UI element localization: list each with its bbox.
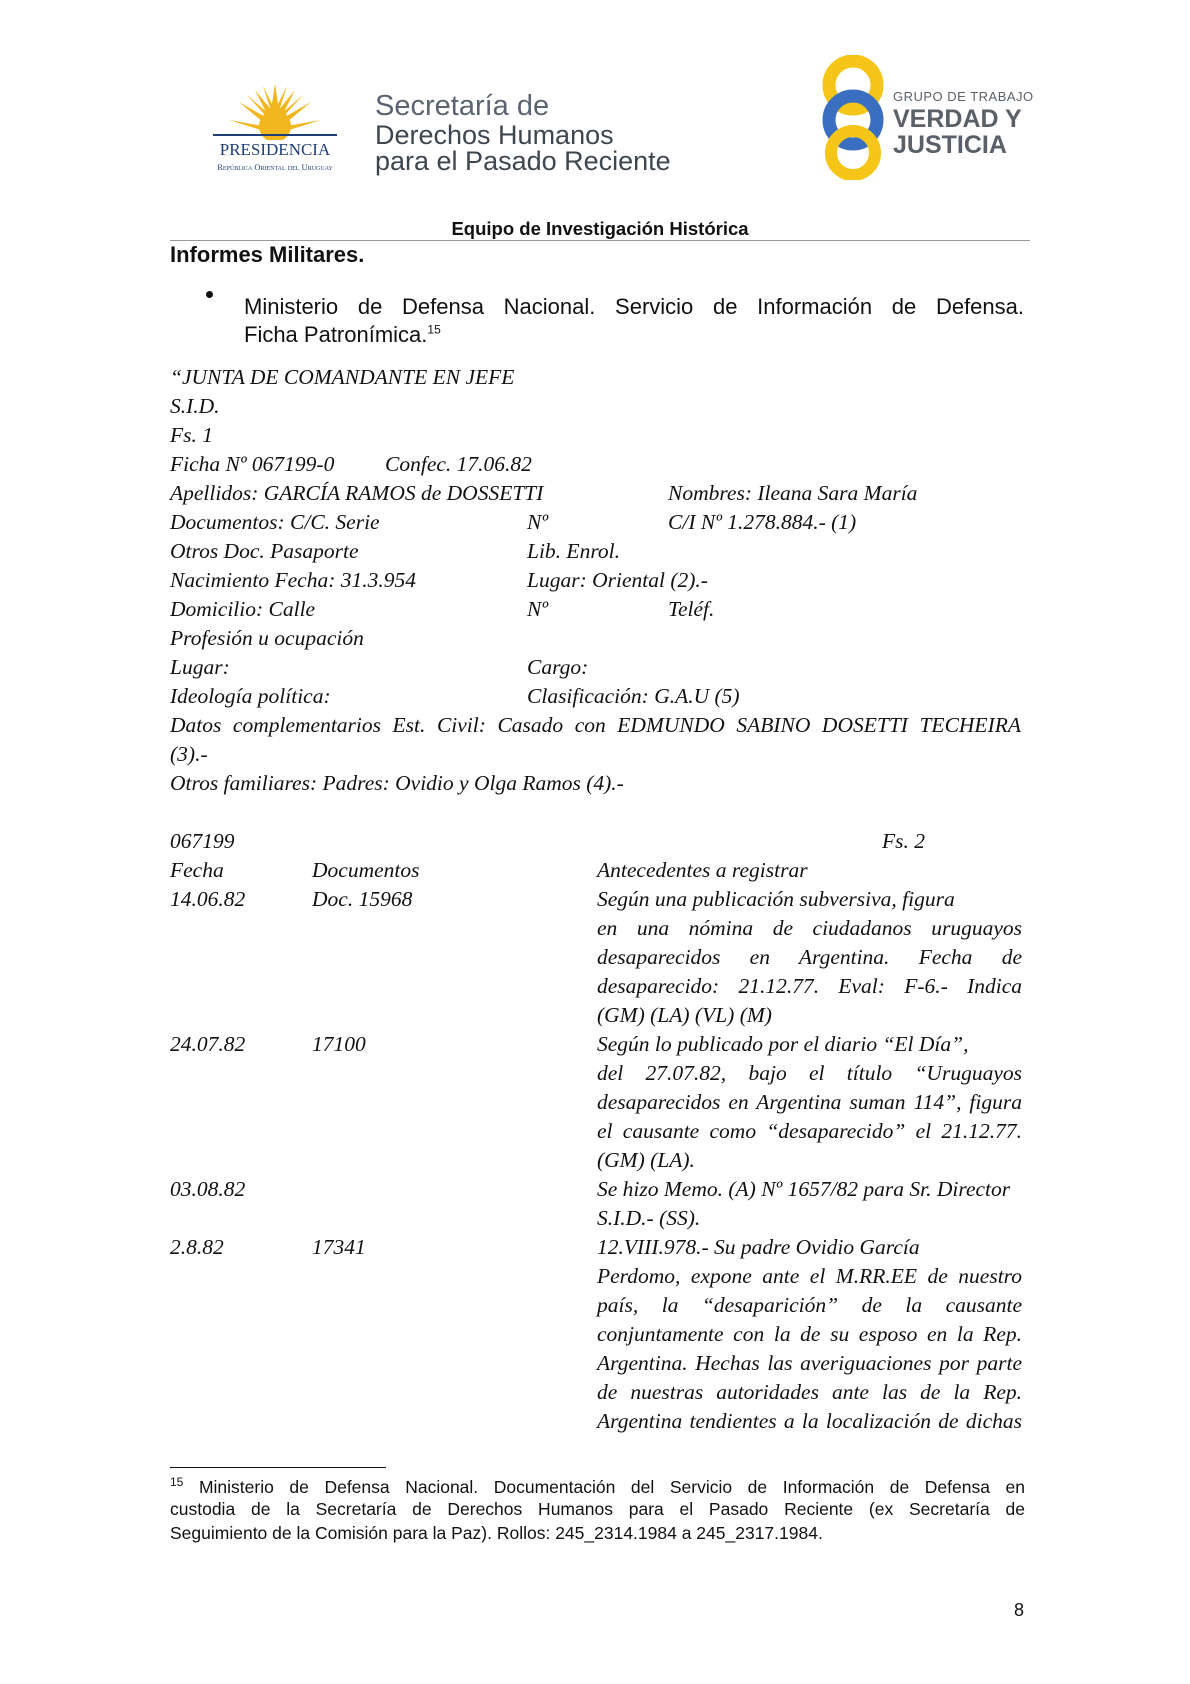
footnote-line-3: Seguimiento de la Comisión para la Paz). Rollos: 245_2314.1984 a 245_2317.1984. <box>170 1523 823 1543</box>
verdad-justicia-logo <box>815 55 1045 180</box>
grupo-line-2: VERDAD Y <box>893 105 1022 133</box>
footnote-number: 15 <box>170 1475 184 1489</box>
column-header-antecedentes: Antecedentes a registrar <box>597 858 808 882</box>
ficha-lib-enrol: Lib. Enrol. <box>527 539 620 563</box>
ficha-confec: Confec. 17.06.82 <box>385 452 532 476</box>
ficha-number: Ficha Nº 067199-0 <box>170 452 335 476</box>
entry-2-doc: 17100 <box>312 1032 366 1056</box>
section-heading: Informes Militares. <box>170 242 365 267</box>
ficha-dom-no: Nº <box>527 597 549 621</box>
presidencia-subtitle: República Oriental del Uruguay <box>217 162 333 172</box>
bullet-line-1: Ministerio de Defensa Nacional. Servicio de Información de Defensa. <box>244 294 1024 319</box>
entry-3-fecha: 03.08.82 <box>170 1177 246 1201</box>
presidencia-logo <box>195 80 355 175</box>
entry-4-line-3: país, la “desaparición” de la causante <box>597 1293 1022 1317</box>
entry-4-line-1: 12.VIII.978.- Su padre Ovidio García <box>597 1235 920 1259</box>
entry-4-line-5: Argentina. Hechas las averiguaciones por parte <box>597 1351 1022 1375</box>
entry-3-line-1: Se hizo Memo. (A) Nº 1657/82 para Sr. Director <box>597 1177 1011 1201</box>
entry-1-fecha: 14.06.82 <box>170 887 246 911</box>
ficha-lugar-nac: Lugar: Oriental (2).- <box>527 568 708 592</box>
ficha-line-junta: “JUNTA DE COMANDANTE EN JEFE <box>170 365 515 389</box>
record-fs2: Fs. 2 <box>882 829 925 853</box>
entry-2-line-4: el causante como “desaparecido” el 21.12.77. <box>597 1119 1022 1143</box>
entry-4-line-2: Perdomo, expone ante el M.RR.EE de nuestro <box>597 1264 1022 1288</box>
ficha-nombres: Nombres: Ileana Sara María <box>668 481 918 505</box>
entry-3-line-2: S.I.D.- (SS). <box>597 1206 701 1230</box>
ficha-telef: Teléf. <box>668 597 715 621</box>
bullet-line-2 <box>244 322 441 348</box>
entry-1-line-2: en una nómina de ciudadanos uruguayos <box>597 916 1022 940</box>
sun-icon <box>195 80 355 140</box>
ficha-apellidos: Apellidos: GARCÍA RAMOS de DOSSETTI <box>170 481 544 505</box>
ficha-doc-no: Nº <box>527 510 549 534</box>
ficha-documentos: Documentos: C/C. Serie <box>170 510 380 534</box>
ficha-otros-doc: Otros Doc. Pasaporte <box>170 539 359 563</box>
page-number: 8 <box>1014 1600 1025 1620</box>
ficha-line-sid: S.I.D. <box>170 394 220 418</box>
entry-1-line-1: Según una publicación subversiva, figura <box>597 887 955 911</box>
secretaria-line-1: Secretaría de <box>375 90 550 122</box>
entry-4-doc: 17341 <box>312 1235 366 1259</box>
footnote-line-1 <box>170 1475 1025 1498</box>
presidencia-name: PRESIDENCIA <box>219 140 331 159</box>
record-ref: 067199 <box>170 829 235 853</box>
ficha-otros-familiares: Otros familiares: Padres: Ovidio y Olga Ramos (4).- <box>170 771 624 795</box>
footnote-ref: 15 <box>427 322 441 337</box>
ficha-nacimiento: Nacimiento Fecha: 31.3.954 <box>170 568 417 592</box>
secretaria-line-2: Derechos Humanos <box>375 120 614 150</box>
ficha-clasificacion: Clasificación: G.A.U (5) <box>527 684 740 708</box>
bullet-icon <box>206 291 213 298</box>
ficha-domicilio: Domicilio: Calle <box>170 597 316 621</box>
grupo-line-3: JUSTICIA <box>893 131 1007 159</box>
footnote-line-2: custodia de la Secretaría de Derechos Humanos para el Pasado Reciente (ex Secretaría de <box>170 1499 1025 1519</box>
footnote-text-1: Ministerio de Defensa Nacional. Documentación del Servicio de Información de Defensa en <box>198 1476 1025 1497</box>
grupo-line-1: GRUPO DE TRABAJO <box>893 89 1034 104</box>
ficha-line-fs1: Fs. 1 <box>170 423 213 447</box>
entry-2-line-1: Según lo publicado por el diario “El Día”, <box>597 1032 969 1056</box>
entry-1-line-4: desaparecido: 21.12.77. Eval: F-6.- Indica <box>597 974 1022 998</box>
entry-2-fecha: 24.07.82 <box>170 1032 246 1056</box>
ficha-profesion: Profesión u ocupación <box>170 626 364 650</box>
entry-2-line-3: desaparecidos en Argentina suman 114”, figura <box>597 1090 1022 1114</box>
ficha-cargo: Cargo: <box>527 655 589 679</box>
entry-2-line-5: (GM) (LA). <box>597 1148 695 1172</box>
entry-4-fecha: 2.8.82 <box>170 1235 224 1259</box>
entry-1-line-3: desaparecidos en Argentina. Fecha de <box>597 945 1022 969</box>
entry-1-doc: Doc. 15968 <box>312 887 413 911</box>
secretaria-line-3: para el Pasado Reciente <box>375 146 671 176</box>
rings-icon <box>815 55 891 180</box>
bullet-text-2: Ficha Patronímica. <box>244 322 428 347</box>
team-title: Equipo de Investigación Histórica <box>451 218 749 239</box>
ficha-ideologia: Ideología política: <box>170 684 331 708</box>
ficha-datos-1: Datos complementarios Est. Civil: Casado con EDMUNDO SABINO DOSETTI TECHEIRA <box>170 713 1021 737</box>
entry-4-line-6: de nuestras autoridades ante las de la Rep. <box>597 1380 1022 1404</box>
ficha-datos-2: (3).- <box>170 742 208 766</box>
ficha-ci: C/I Nº 1.278.884.- (1) <box>668 510 857 534</box>
header-divider <box>170 240 1030 241</box>
entry-4-line-7: Argentina tendientes a la localización de dichas <box>597 1409 1022 1433</box>
entry-2-line-2: del 27.07.82, bajo el título “Uruguayos <box>597 1061 1022 1085</box>
column-header-documentos: Documentos <box>312 858 420 882</box>
ficha-lugar: Lugar: <box>170 655 230 679</box>
footnote-divider <box>170 1467 386 1468</box>
entry-4-line-4: conjuntamente con la de su esposo en la Rep. <box>597 1322 1022 1346</box>
column-header-fecha: Fecha <box>170 858 224 882</box>
entry-1-line-5: (GM) (LA) (VL) (M) <box>597 1003 772 1027</box>
